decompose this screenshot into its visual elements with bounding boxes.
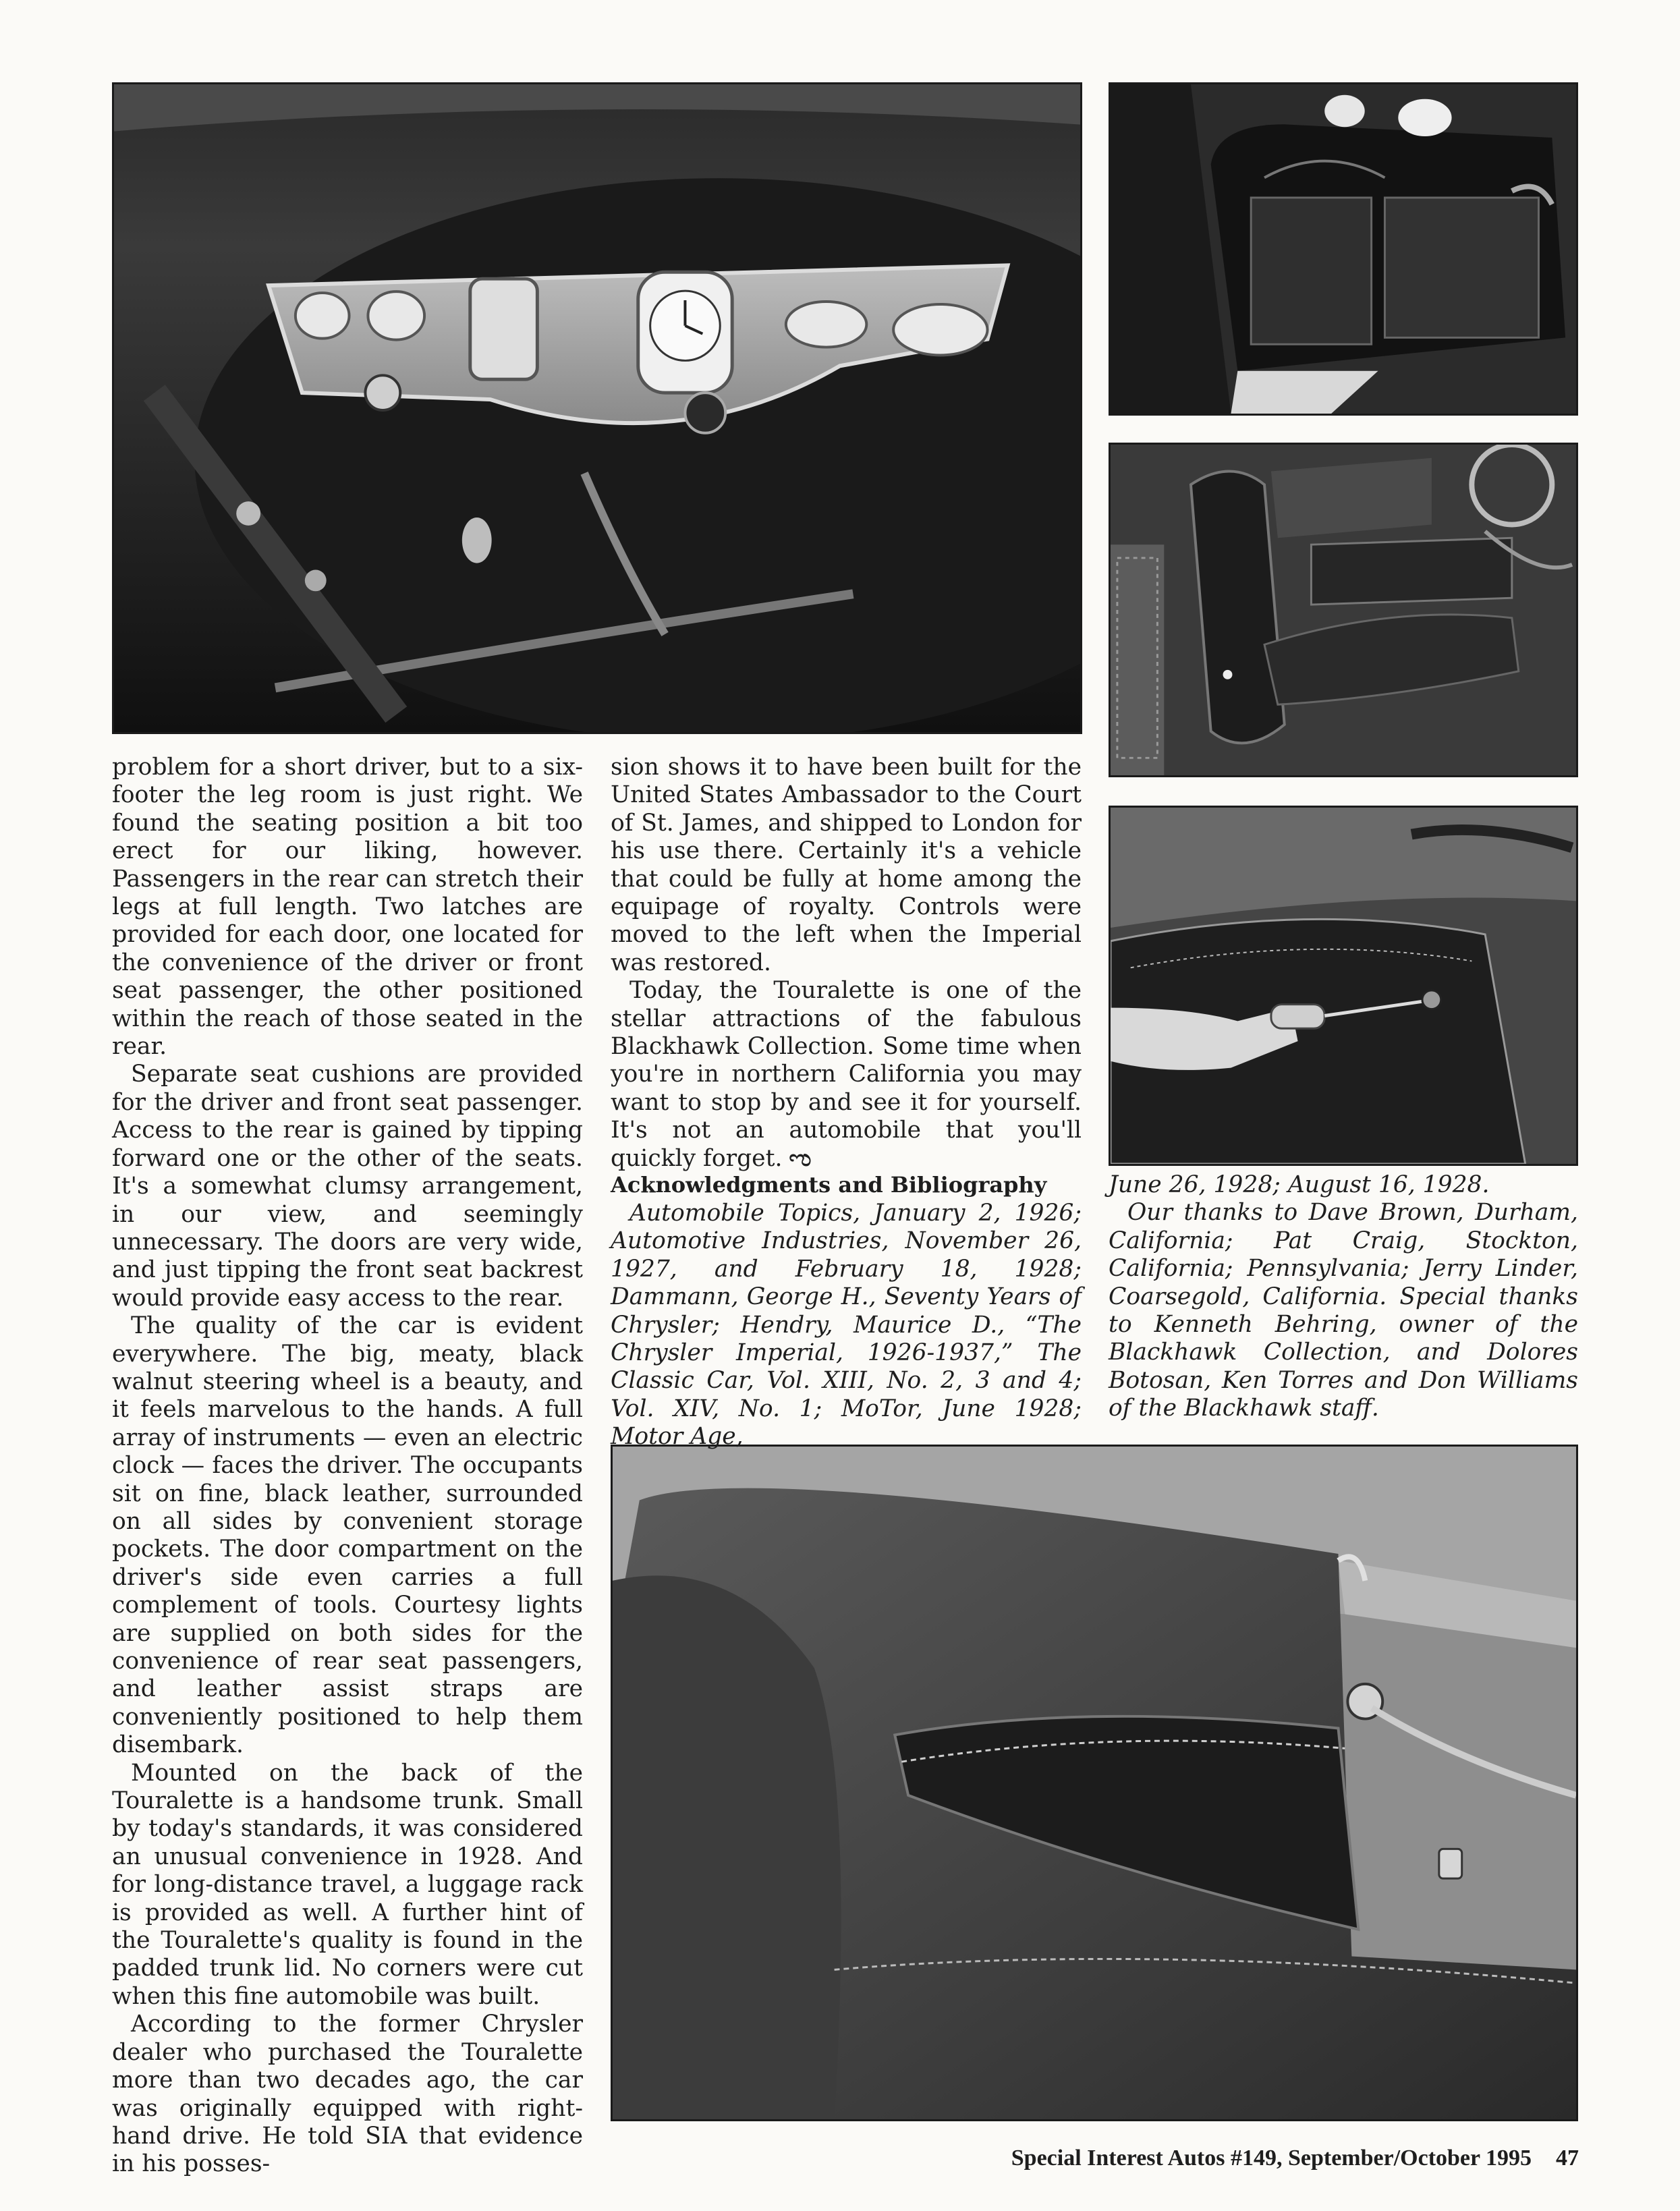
acknowledgments-heading: Acknowledgments and Bibliography bbox=[611, 1172, 1047, 1198]
page-footer bbox=[1011, 2146, 1579, 2171]
col1-paragraph: Separate seat cushions are provided for the driver and front seat passenger. Access to the rear is gained by tipping forward one or the other of the seats. It's a somewhat clumsy arrangement, in our view, and seemingly unnecessary. The doors are very wide, and just tipping the front seat backrest would provide easy access to the rear. bbox=[112, 1061, 583, 1312]
page-number: 47 bbox=[1556, 2146, 1579, 2171]
rear-seat-pocket-photo bbox=[611, 1445, 1578, 2121]
front-seat-photo bbox=[1109, 443, 1578, 777]
col2-paragraph bbox=[611, 977, 1082, 1173]
dashboard-photo bbox=[112, 82, 1082, 734]
col1-paragraph: Mounted on the back of the Touralette is a handsome trunk. Small by today's standards, it was considered an unusual convenience in 1928. And for long-distance travel, a luggage rack is provided as well. A further hint of the Touralette's quality is found in the padded trunk lid. No corners were cut when this fine automobile was built. bbox=[112, 1759, 583, 2010]
bibliography-column-2 bbox=[611, 1200, 1082, 1451]
col1-paragraph: problem for a short driver, but to a six-footer the leg room is just right. We found the seating position a bit too erect for our liking, however. Passengers in the rear can stretch their legs at full length. Two latches are provided for each door, one located for the convenience of the driver or front seat passenger, the other positioned within the reach of those seated in the rear. bbox=[112, 754, 583, 1061]
thanks-text: Our thanks to Dave Brown, Durham, California; Pat Craig, Stockton, California; Pennsylvania; Jerry Linder, Coarsegold, California. Special thanks to Kenneth Behring, owner of the Blackhawk Collection, and Dolores Botosan, Ken Torres and Don Williams of the Blackhawk staff. bbox=[1109, 1199, 1578, 1422]
door-latch-photo bbox=[1109, 806, 1578, 1166]
col2-paragraph-text: Today, the Touralette is one of the stellar attractions of the fabulous Blackhawk Collection. Some time when you're in northern California you may want to stop by and see it for yourself. It's not an automobile that you'll quickly forget. bbox=[611, 977, 1082, 1172]
article-column-2 bbox=[611, 754, 1082, 1173]
col1-paragraph: The quality of the car is evident everywhere. The big, meaty, black walnut steering wheel is a beauty, and it feels marvelous to the hands. A full array of instruments — even an electric clock — faces the driver. The occupants sit on fine, black leather, surrounded on all sides by convenient storage pockets. The door compartment on the driver's side even carries a full complement of tools. Courtesy lights are supplied on both sides for the convenience of rear seat passengers, and leather assist straps are conveniently positioned to help them disembark. bbox=[112, 1312, 583, 1759]
bibliography-text: Automobile Topics, January 2, 1926; Automotive Industries, November 26, 1927, and February 18, 1928; Dammann, George H., Seventy Years of Chrysler; Hendry, Maurice D., “The Chrysler Imperial, 1926-1937,” The Classic Car, Vol. XIII, No. 2, 3 and 4; Vol. XIV, No. 1; MoTor, June 1928; Motor Age, bbox=[611, 1200, 1082, 1451]
col2-paragraph: sion shows it to have been built for the United States Ambassador to the Court of St. James, and shipped to London for his use there. Certainly it's a vehicle that could be fully at home among the equipage of royalty. Controls were moved to the left when the Imperial was restored. bbox=[611, 754, 1082, 976]
publication-credit: Special Interest Autos #149, September/October 1995 bbox=[1011, 2146, 1532, 2171]
bibliography-continuation: June 26, 1928; August 16, 1928. bbox=[1109, 1171, 1490, 1198]
article-column-1 bbox=[112, 754, 583, 2179]
door-pocket-photo bbox=[1109, 82, 1578, 416]
col1-paragraph: According to the former Chrysler dealer who purchased the Touralette more than two decades ago, the car was originally equipped with right-hand drive. He told SIA that evidence in his posses- bbox=[112, 2011, 583, 2178]
bibliography-column-3 bbox=[1109, 1171, 1578, 1423]
end-of-article-mark: ಌ bbox=[789, 1144, 812, 1172]
